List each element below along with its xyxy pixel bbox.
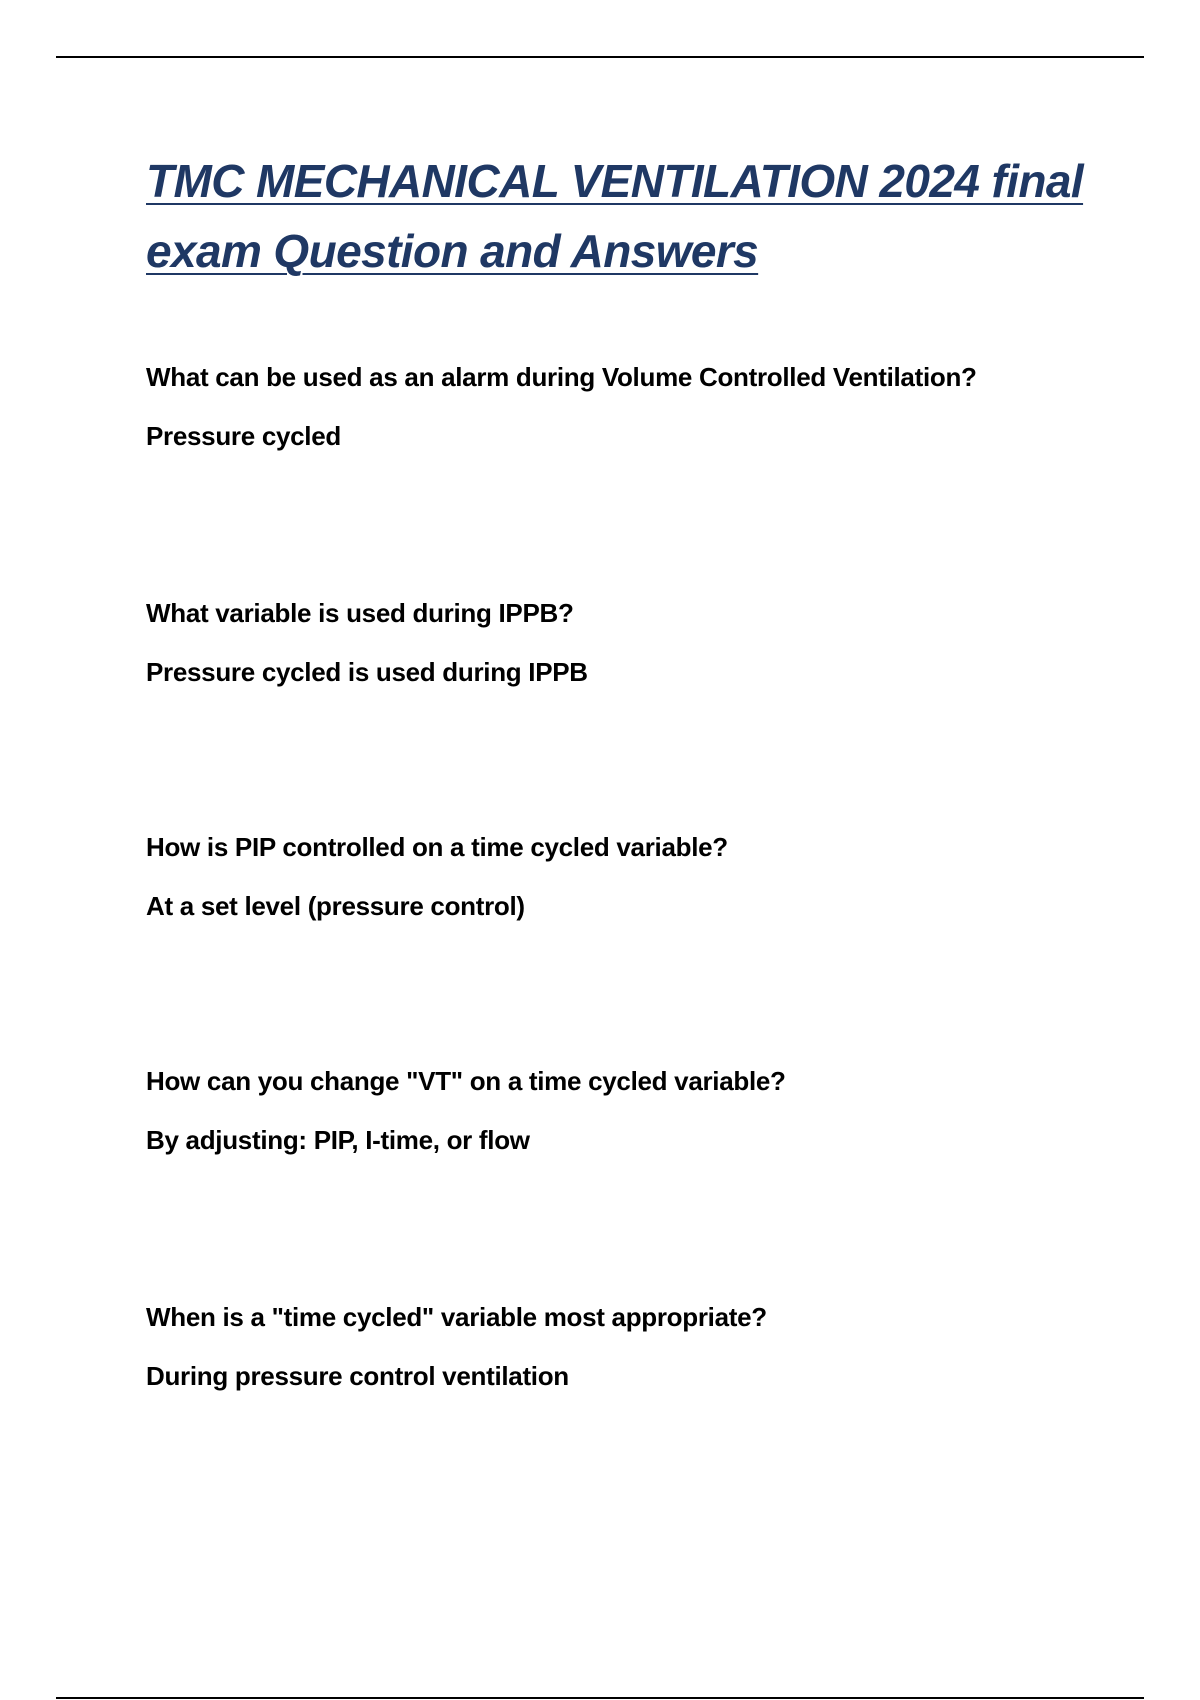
answer-text: By adjusting: PIP, I-time, or flow xyxy=(146,1125,530,1155)
bottom-divider xyxy=(56,1697,1144,1699)
qa-item xyxy=(146,1302,1146,1391)
question-text: When is a "time cycled" variable most appropriate? xyxy=(146,1302,767,1332)
question-text: What variable is used during IPPB? xyxy=(146,598,574,628)
top-divider xyxy=(56,56,1144,58)
answer-text: Pressure cycled is used during IPPB xyxy=(146,657,588,687)
qa-item xyxy=(146,598,1146,687)
qa-item xyxy=(146,1066,1146,1155)
title-line-2: exam Question and Answers xyxy=(146,225,759,277)
answer-text: During pressure control ventilation xyxy=(146,1361,569,1391)
answer-text: At a set level (pressure control) xyxy=(146,891,525,921)
title-line-1: TMC MECHANICAL VENTILATION 2024 final xyxy=(146,155,1084,207)
question-text: How is PIP controlled on a time cycled variable? xyxy=(146,832,728,862)
qa-item xyxy=(146,832,1146,921)
question-text: What can be used as an alarm during Volume Controlled Ventilation? xyxy=(146,362,977,392)
question-text: How can you change "VT" on a time cycled variable? xyxy=(146,1066,786,1096)
qa-item xyxy=(146,362,1146,451)
document-title xyxy=(146,146,1146,286)
answer-text: Pressure cycled xyxy=(146,421,341,451)
